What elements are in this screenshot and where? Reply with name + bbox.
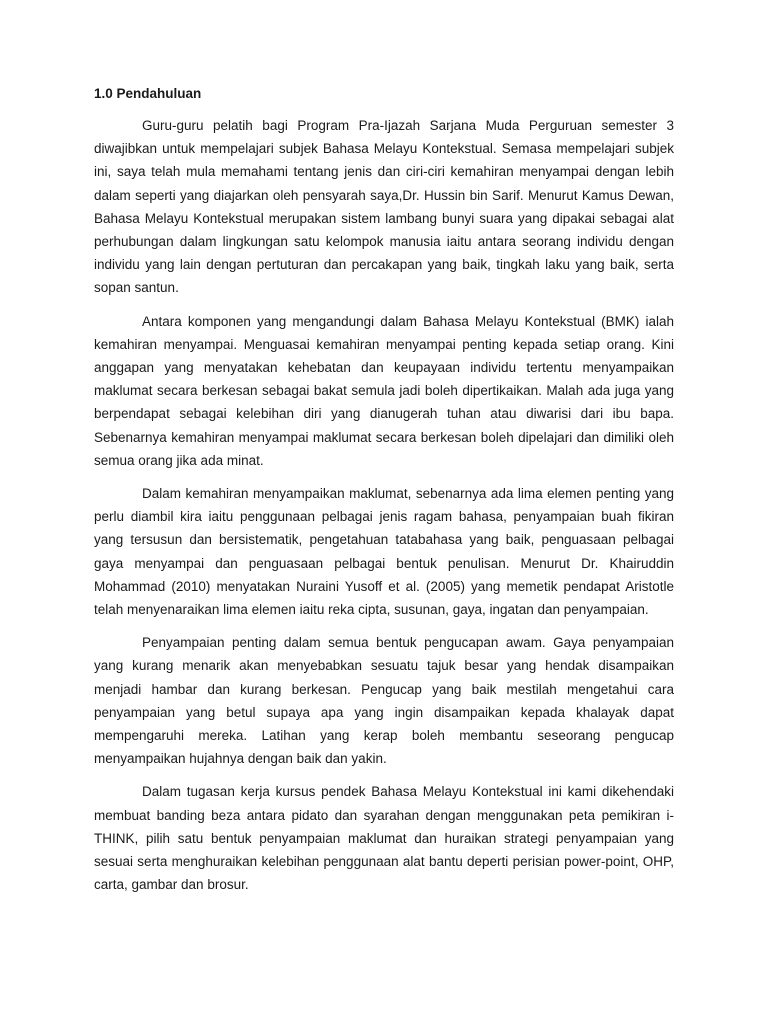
paragraph-2: Antara komponen yang mengandungi dalam Bahasa Melayu Kontekstual (BMK) ialah kemahiran menyampai. Menguasai kemahiran menyampai penting kepada setiap orang. Kini anggapan yang menyatakan kehebatan dan keupayaan individu tertentu menyampaikan maklumat secara berkesan sebagai bakat semula jadi boleh dipertikaikan. Malah ada juga yang berpendapat sebagai kelebihan diri yang dianugerah tuhan atau diwarisi dari ibu bapa. Sebenarnya kemahiran menyampai maklumat secara berkesan boleh dipelajari dan dimiliki oleh semua orang jika ada minat. xyxy=(94,313,674,468)
section-heading: 1.0 Pendahuluan xyxy=(94,86,202,101)
paragraph-1: Guru-guru pelatih bagi Program Pra-Ijazah Sarjana Muda Perguruan semester 3 diwajibkan untuk mempelajari subjek Bahasa Melayu Kontekstual. Semasa mempelajari subjek ini, saya telah mula memahami tentang jenis dan ciri-ciri kemahiran menyampai dengan lebih dalam seperti yang diajarkan oleh pensyarah saya,Dr. Hussin bin Sarif. Menurut Kamus Dewan, Bahasa Melayu Kontekstual merupakan sistem lambang bunyi suara yang dipakai sebagai alat perhubungan dalam lingkungan satu kelompok manusia iaitu antara seorang individu dengan individu yang lain dengan pertuturan dan percakapan yang baik, tingkah laku yang baik, serta sopan santun. xyxy=(94,118,674,296)
paragraph-5: Dalam tugasan kerja kursus pendek Bahasa Melayu Kontekstual ini kami dikehendaki membuat banding beza antara pidato dan syarahan dengan menggunakan peta pemikiran i-THINK, pilih satu bentuk penyampaian maklumat dan huraikan strategi penyampaian yang sesuai serta menghuraikan kelebihan penggunaan alat bantu deperti perisian power-point, OHP, carta, gambar dan brosur. xyxy=(94,784,674,893)
paragraph-3: Dalam kemahiran menyampaikan maklumat, sebenarnya ada lima elemen penting yang perlu diambil kira iaitu penggunaan pelbagai jenis ragam bahasa, penyampaian buah fikiran yang tersusun dan bersistematik, pengetahuan tatabahasa yang baik, penguasaan pelbagai gaya menyampai dan penguasaan pelbagai bentuk penulisan. Menurut Dr. Khairuddin Mohammad (2010) menyatakan Nuraini Yusoff et al. (2005) yang memetik pendapat Aristotle telah menyenaraikan lima elemen iaitu reka cipta, susunan, gaya, ingatan dan penyampaian. xyxy=(94,486,674,618)
paragraph-4: Penyampaian penting dalam semua bentuk pengucapan awam. Gaya penyampaian yang kurang menarik akan menyebabkan sesuatu tajuk besar yang hendak disampaikan menjadi hambar dan kurang berkesan. Pengucap yang baik mestilah mengetahui cara penyampaian yang betul supaya apa yang ingin disampaikan kepada khalayak dapat mempengaruhi mereka. Latihan yang kerap boleh membantu seseorang pengucap menyampaikan hujahnya dengan baik dan yakin. xyxy=(94,635,674,767)
